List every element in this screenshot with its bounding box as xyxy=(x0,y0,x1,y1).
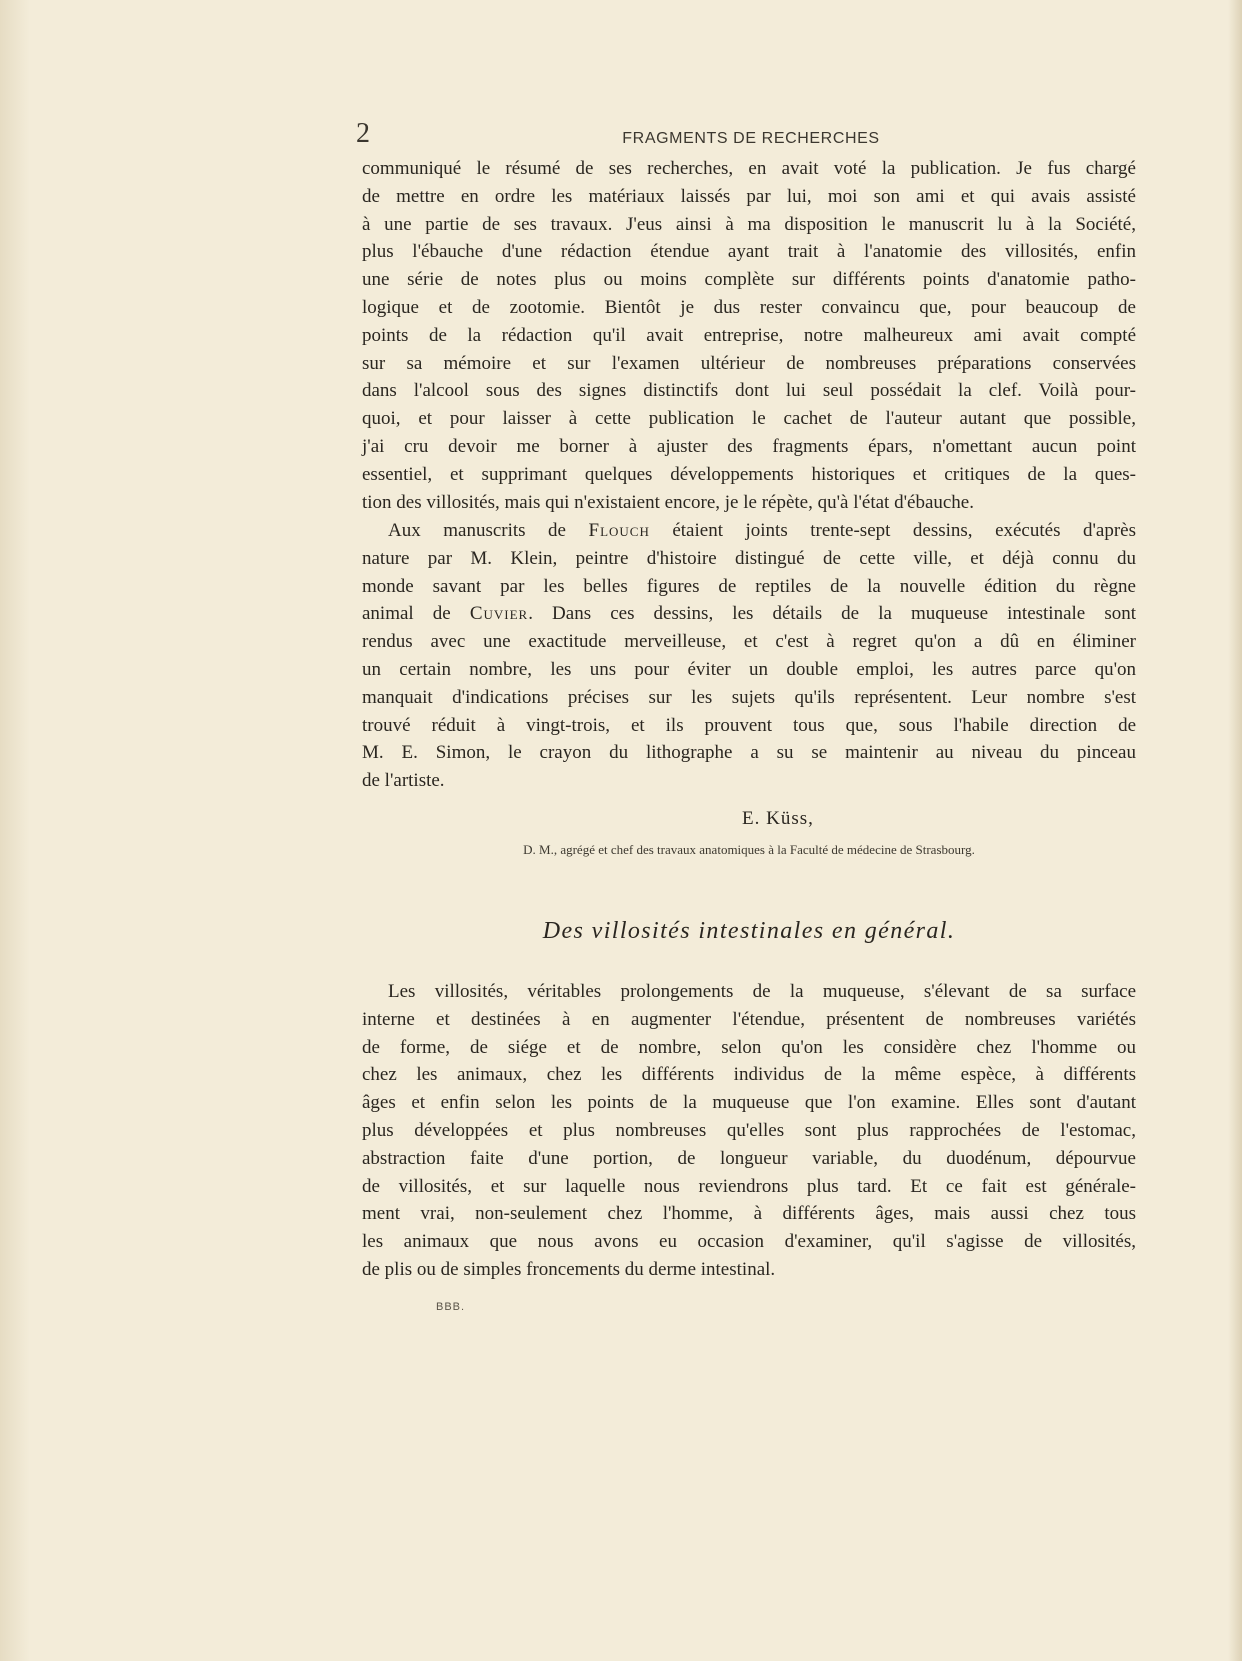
text-line: tion des villosités, mais qui n'existaient encore, je le répète, qu'à l'état d'ébauche. xyxy=(362,491,974,513)
text-line: trouvé réduit à vingt-trois, et ils prouvent tous que, sous l'habile direction de xyxy=(362,714,1136,736)
text-line xyxy=(362,517,1136,545)
text-line: un certain nombre, les uns pour éviter un double emploi, les autres parce qu'on xyxy=(362,658,1136,680)
text-line: de villosités, et sur laquelle nous reviendrons plus tard. Et ce fait est générale- xyxy=(362,1175,1136,1197)
page-edge-shadow-left xyxy=(0,0,30,1661)
text-line: chez les animaux, chez les différents individus de la même espèce, à différents xyxy=(362,1064,1136,1086)
page-header xyxy=(356,118,1146,150)
text-line: de forme, de siége et de nombre, selon qu'on les considère chez l'homme ou xyxy=(362,1036,1136,1058)
text-line: dans l'alcool sous des signes distinctifs dont lui seul possédait la clef. Voilà pour- xyxy=(362,380,1136,402)
text-fragment: Aux manuscrits de xyxy=(388,520,589,541)
text-line: sur sa mémoire et sur l'examen ultérieur de nombreuses préparations conservées xyxy=(362,352,1136,374)
section-title: Des villosités intestinales en général. xyxy=(542,918,956,944)
text-line: logique et de zootomie. Bientôt je dus rester convaincu que, pour beaucoup de xyxy=(362,296,1136,318)
signature-mark: BBB. xyxy=(436,1301,466,1313)
text-line: plus développées et plus nombreuses qu'elles sont plus rapprochées de l'estomac, xyxy=(362,1119,1136,1141)
text-fragment: . Dans ces dessins, les détails de la muqueuse intestinale sont xyxy=(528,603,1136,625)
signature-title: D. M., agrégé et chef des travaux anatomiques à la Faculté de médecine de Strasbourg. xyxy=(523,842,975,857)
text-line: Les villosités, véritables prolongements de la muqueuse, s'élevant de sa surface xyxy=(388,981,1136,1002)
author-name-cuvier: Cuvier xyxy=(469,603,529,625)
text-line: communiqué le résumé de ses recherches, en avait voté la publication. Je fus chargé xyxy=(362,158,1136,179)
paragraph-villosities xyxy=(362,978,1136,1284)
text-line: à une partie de ses travaux. J'eus ainsi à ma disposition le manuscrit lu à la Société, xyxy=(362,213,1136,235)
text-line: de l'artiste. xyxy=(362,770,445,792)
author-name-flouch: Flouch xyxy=(588,520,650,541)
text-line: quoi, et pour laisser à cette publication le cachet de l'auteur autant que possible, xyxy=(362,408,1136,430)
text-line: âges et enfin selon les points de la muqueuse que l'on examine. Elles sont d'autant xyxy=(362,1092,1136,1114)
text-line: points de la rédaction qu'il avait entreprise, notre malheureux ami avait compté xyxy=(362,324,1136,346)
text-line: nature par M. Klein, peintre d'histoire distingué de cette ville, et déjà connu du xyxy=(362,547,1136,569)
page-edge-shadow-right xyxy=(1228,0,1242,1661)
paragraph-drawings xyxy=(362,517,1136,795)
text-line: essentiel, et supprimant quelques développements historiques et critiques de la ques- xyxy=(362,463,1136,485)
running-head: FRAGMENTS DE RECHERCHES xyxy=(622,130,880,147)
page-number: 2 xyxy=(356,118,370,149)
text-line: M. E. Simon, le crayon du lithographe a su se maintenir au niveau du pinceau xyxy=(362,742,1136,764)
text-line: ment vrai, non-seulement chez l'homme, à différents âges, mais aussi chez tous xyxy=(362,1203,1136,1225)
text-fragment: étaient joints trente-sept dessins, exécutés d'après xyxy=(649,520,1136,541)
text-fragment: animal de xyxy=(362,603,470,625)
text-line: interne et destinées à en augmenter l'étendue, présentent de nombreuses variétés xyxy=(362,1008,1136,1030)
text-line: les animaux que nous avons eu occasion d'examiner, qu'il s'agisse de villosités, xyxy=(362,1231,1136,1253)
text-line: une série de notes plus ou moins complète sur différents points d'anatomie patho- xyxy=(362,269,1136,291)
text-line: rendus avec une exactitude merveilleuse, et c'est à regret qu'on a dû en éliminer xyxy=(362,631,1136,653)
text-line: abstraction faite d'une portion, de longueur variable, du duodénum, dépourvue xyxy=(362,1147,1136,1169)
text-line: monde savant par les belles figures de reptiles de la nouvelle édition du règne xyxy=(362,575,1136,597)
text-line: j'ai cru devoir me borner à ajuster des fragments épars, n'omettant aucun point xyxy=(362,435,1136,457)
text-line: plus l'ébauche d'une rédaction étendue ayant trait à l'anatomie des villosités, enfin xyxy=(362,241,1136,263)
text-line: de plis ou de simples froncements du derme intestinal. xyxy=(362,1258,776,1280)
paragraph-continuation xyxy=(362,155,1136,516)
text-line: de mettre en ordre les matériaux laissés par lui, moi son ami et qui avais assisté xyxy=(362,185,1136,207)
text-line xyxy=(362,600,1136,628)
text-line: manquait d'indications précises sur les sujets qu'ils représentent. Leur nombre s'est xyxy=(362,686,1136,708)
signature-name: E. Küss, xyxy=(742,808,814,829)
